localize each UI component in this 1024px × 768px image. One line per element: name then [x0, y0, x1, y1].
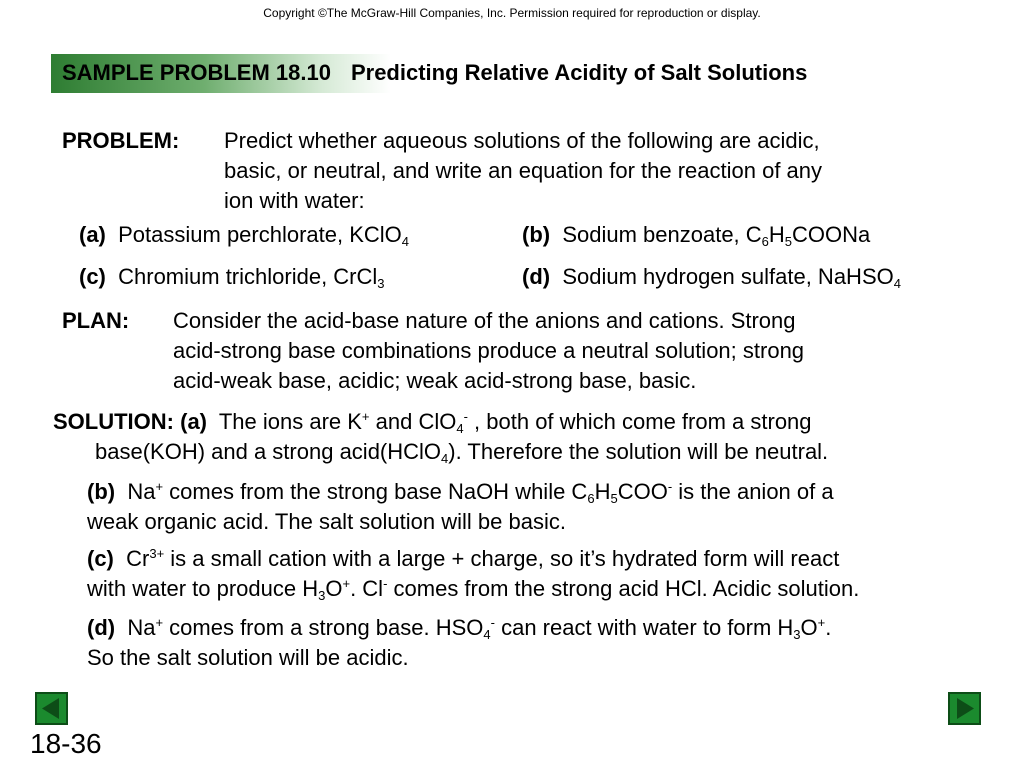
solution-d-line-2: So the salt solution will be acidic.	[87, 645, 409, 670]
sample-problem-title: Predicting Relative Acidity of Salt Solutions	[350, 60, 808, 85]
problem-item-a: (a) Potassium perchlorate, KClO$_4$	[79, 222, 410, 249]
problem-line-2: basic, or neutral, and write an equation for the reaction of any	[224, 158, 823, 183]
slide-number: 18-36	[30, 728, 102, 759]
solution-c-line-1: (c) $Cr^{3+}$ is a small cation with a large + charge, so it’s hydrated form will react	[87, 546, 840, 571]
solution-b-line-1: (b) Na+ comes from the strong base NaOH while $C_6H_5COO^-$ is the anion of a	[87, 479, 834, 506]
sample-problem-label: SAMPLE PROBLEM 18.10	[62, 60, 331, 85]
solution-a-line-2: base(KOH) and a strong acid(HClO$_4$). Therefore the solution will be neutral.	[95, 439, 829, 466]
problem-line-1: Predict whether aqueous solutions of the following are acidic,	[224, 128, 820, 153]
solution-a-line-1: SOLUTION: (a) The ions are K+ and ClO$_4$- , both of which come from a strong	[53, 409, 812, 436]
problem-item-d: (d) Sodium hydrogen sulfate, NaHSO$_4$	[522, 264, 901, 291]
triangle-left-icon	[37, 694, 66, 723]
copyright-notice: Copyright ©The McGraw-Hill Companies, Inc. Permission required for reproduction or display.	[263, 6, 761, 20]
plan-line-3: acid-weak base, acidic; weak acid-strong base, basic.	[173, 368, 697, 393]
triangle-right-icon	[950, 694, 979, 723]
plan-line-1: Consider the acid-base nature of the anions and cations. Strong	[173, 308, 796, 333]
solution-label: SOLUTION:	[53, 409, 174, 434]
next-slide-button[interactable]	[948, 692, 981, 725]
problem-item-c: (c) Chromium trichloride, CrCl$_3$	[79, 264, 385, 291]
plan-line-2: acid-strong base combinations produce a neutral solution; strong	[173, 338, 805, 363]
header-title	[62, 60, 807, 86]
solution-c-line-2: with water to produce $H_3O^+$. Cl- comes from the strong acid HCl. Acidic solution.	[87, 576, 860, 603]
plan-label: PLAN:	[62, 308, 130, 333]
solution-d-line-1: (d) Na+ comes from a strong base. $HSO_4^-$ can react with water to form $H_3O^+$.	[87, 615, 832, 642]
problem-label: PROBLEM:	[62, 128, 180, 153]
problem-item-b: (b) Sodium benzoate, $C_6H_5COONa$	[522, 222, 871, 249]
previous-slide-button[interactable]	[35, 692, 68, 725]
problem-line-3: ion with water:	[224, 188, 365, 213]
solution-b-line-2: weak organic acid. The salt solution will be basic.	[87, 509, 566, 534]
